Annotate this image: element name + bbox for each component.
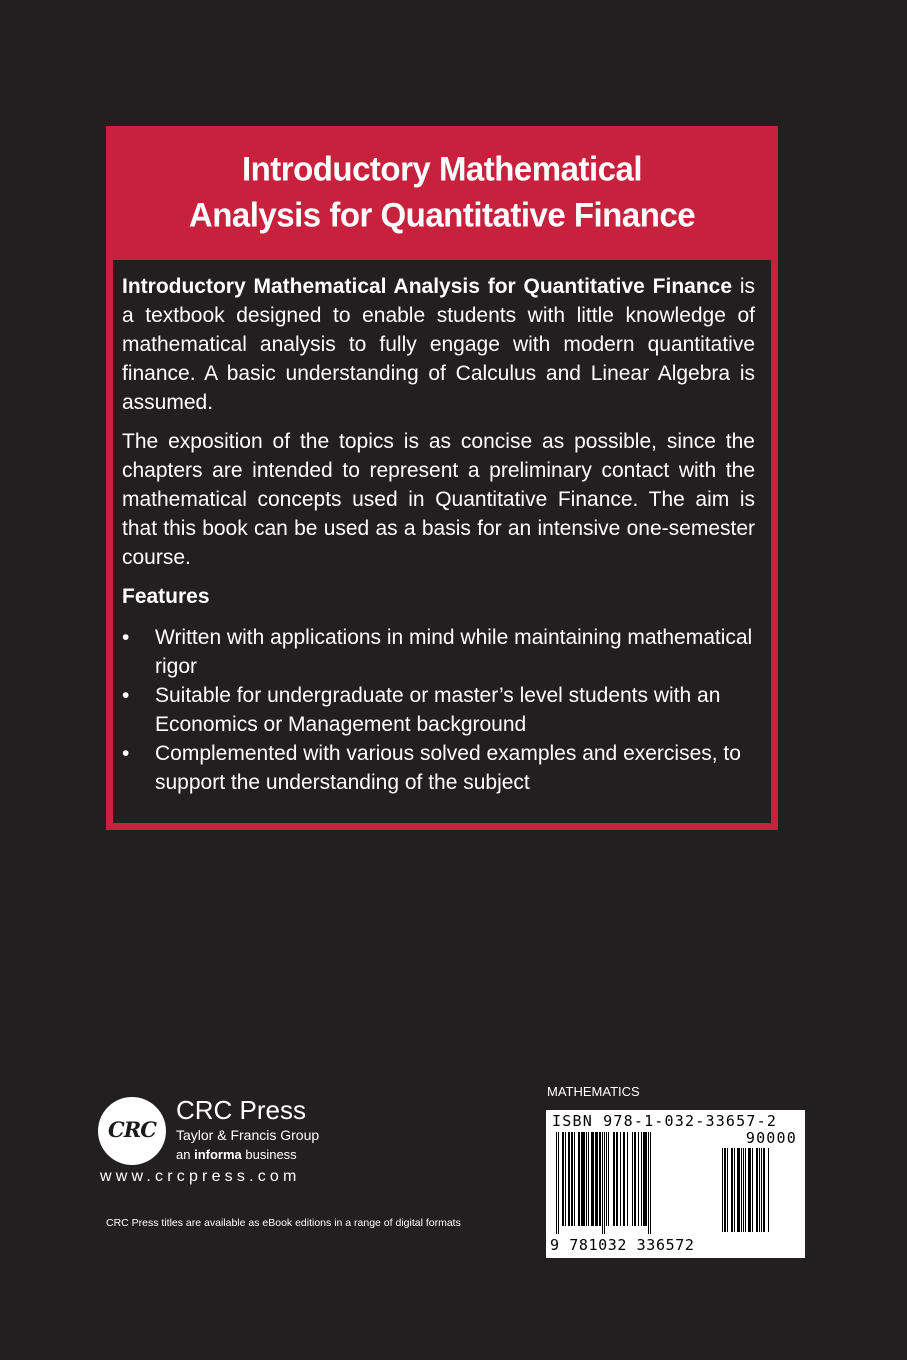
isbn-number: ISBN 978-1-032-33657-2 [552,1112,778,1130]
publisher-business-line [176,1146,297,1164]
price-code: 90000 [745,1129,797,1147]
intro-text: is a textbook designed to enable students with little knowledge of mathematical analysis to fully engage with modern quantitative finance. A basic understanding of Calculus and Linear Algebra is assumed. [122,275,755,414]
barcode-bar [586,1132,587,1226]
bullet-icon: • [122,742,130,765]
addon-bar [741,1148,742,1232]
barcode-bar [565,1132,566,1226]
bullet-icon: • [122,626,130,649]
logo-text: CRC [108,1117,156,1142]
barcode-bar [606,1132,607,1226]
intro-paragraph [122,272,755,417]
barcode-bar [620,1132,621,1226]
barcode-bar [578,1132,580,1226]
book-title [106,146,778,238]
addon-bar [731,1148,733,1232]
feature-item [122,623,755,681]
description-panel [106,126,778,830]
addon-barcode-bars [722,1148,796,1236]
barcode-bar [602,1132,603,1234]
title-line-2: Analysis for Quantitative Finance [188,195,696,234]
barcode-bar [643,1132,647,1226]
barcode-bar [556,1132,557,1234]
ean-digits: 9 781032 336572 [550,1236,695,1254]
feature-text: Written with applications in mind while maintaining mathematical rigor [155,626,753,678]
subject-category: MATHEMATICS [547,1084,640,1099]
barcode-bar [595,1132,598,1226]
features-heading: Features [122,585,210,608]
publisher-group: Taylor & Francis Group [176,1127,320,1143]
barcode-bar [650,1132,651,1234]
addon-bar [756,1148,758,1232]
addon-bar [768,1148,769,1232]
barcode [546,1110,805,1258]
barcode-bar [574,1132,575,1226]
feature-text: Complemented with various solved examples and exercises, to support the understanding of the subject [155,742,741,794]
barcode-bar [616,1132,618,1226]
bullet-icon: • [122,684,130,707]
addon-bar [748,1148,751,1232]
addon-bar [724,1148,726,1232]
feature-item [122,681,755,739]
addon-bar [759,1148,760,1232]
barcode-bar [627,1132,628,1226]
description-body [113,260,771,823]
features-list [122,623,755,797]
addon-bar [745,1148,746,1232]
feature-text: Suitable for undergraduate or master’s level students with an Economics or Management background [155,684,721,736]
barcode-bar [638,1132,639,1226]
barcode-bar [623,1132,625,1226]
barcode-bar [588,1132,589,1226]
barcode-bar [608,1132,609,1226]
feature-item [122,739,755,797]
second-paragraph: The exposition of the topics is as concise as possible, since the chapters are intended to represent a preliminary contact with the mathematical concepts used in Quantitative Finance. The aim is that this book can be used as a basis for an intensive one-semester course. [122,430,755,569]
barcode-bar [571,1132,573,1226]
barcode-bar [599,1132,601,1226]
barcode-bar [634,1132,636,1226]
barcode-bar [648,1132,649,1234]
business-suffix: business [241,1147,297,1162]
barcode-bar [632,1132,633,1226]
title-line-1: Introductory Mathematical [241,148,643,188]
barcode-bar [641,1132,642,1226]
addon-bar [743,1148,744,1232]
barcode-bar [581,1132,585,1226]
ean-barcode-bars [556,1132,716,1236]
barcode-bar [613,1132,615,1226]
addon-bar [763,1148,765,1232]
addon-bar [752,1148,753,1232]
business-bold: informa [194,1147,242,1162]
barcode-bar [562,1132,564,1226]
barcode-bar [591,1132,594,1226]
addon-bar [737,1148,740,1232]
intro-bold-title: Introductory Mathematical Analysis for Quantitative Finance [122,275,733,298]
addon-bar [761,1148,762,1232]
crc-logo [98,1097,166,1165]
addon-bar [722,1148,723,1232]
barcode-bar [558,1132,559,1234]
publisher-url[interactable]: www.crcpress.com [100,1168,301,1185]
addon-bar [734,1148,735,1232]
barcode-bar [568,1132,570,1226]
addon-bar [727,1148,728,1232]
ebook-note: CRC Press titles are available as eBook editions in a range of digital formats [106,1217,461,1229]
barcode-bar [604,1132,605,1234]
business-prefix: an [176,1147,195,1162]
publisher-name: CRC Press [176,1095,307,1125]
